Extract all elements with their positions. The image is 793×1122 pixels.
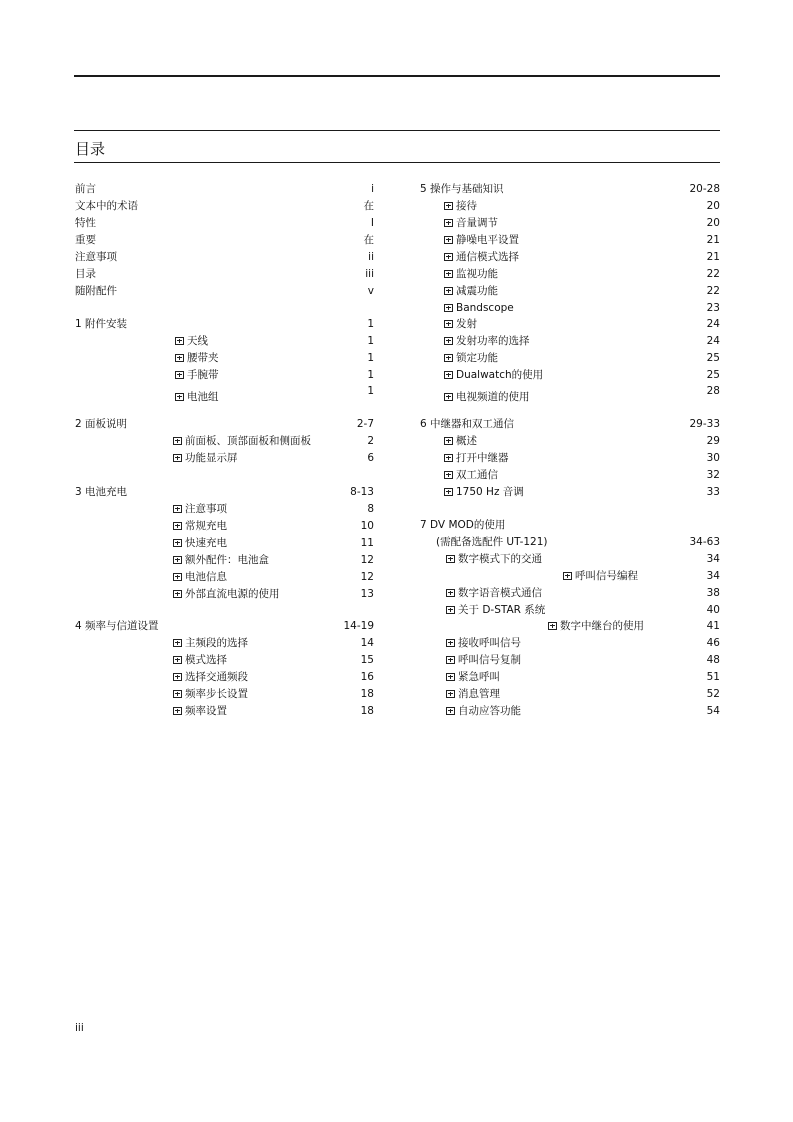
page-title: 目录 bbox=[75, 140, 106, 158]
toc-entry-text: 6 中继器和双工通信 bbox=[420, 418, 515, 430]
toc-entry-page: 2 bbox=[367, 435, 374, 447]
toc-entry-page: 1 bbox=[367, 335, 374, 347]
toc-entry-page: 18 bbox=[360, 688, 374, 700]
toc-entry-page: 41 bbox=[706, 620, 720, 632]
toc-entry-page: v bbox=[367, 285, 374, 297]
list-bullet-icon bbox=[446, 606, 455, 614]
toc-entry-text: 自动应答功能 bbox=[458, 705, 521, 717]
toc-entry-page: 24 bbox=[706, 318, 720, 330]
toc-entry-page: 18 bbox=[360, 705, 374, 717]
toc-entry-page: 29-33 bbox=[689, 418, 720, 430]
list-bullet-icon bbox=[446, 589, 455, 597]
toc-entry-text: 双工通信 bbox=[456, 469, 498, 481]
toc-entry-page: 6 bbox=[367, 452, 374, 464]
toc-entry-label bbox=[444, 233, 519, 247]
toc-entry-page: I bbox=[370, 217, 374, 229]
list-bullet-icon bbox=[444, 371, 453, 379]
toc-entry-label bbox=[446, 670, 500, 684]
list-bullet-icon bbox=[444, 287, 453, 295]
toc-entry-text: 腰带夹 bbox=[187, 352, 219, 364]
list-bullet-icon bbox=[444, 219, 453, 227]
list-bullet-icon bbox=[563, 572, 572, 580]
toc-entry-text: 静噪电平设置 bbox=[456, 234, 519, 246]
toc-entry-label bbox=[444, 485, 524, 499]
toc-entry-text: 手腕带 bbox=[187, 369, 219, 381]
toc-entry-page: 10 bbox=[360, 520, 374, 532]
toc-entry-text: 常规充电 bbox=[185, 520, 227, 532]
toc-entry-text: 呼叫信号复制 bbox=[458, 654, 521, 666]
list-bullet-icon bbox=[446, 673, 455, 681]
toc-entry-page: 21 bbox=[706, 251, 720, 263]
toc-entry-label bbox=[420, 417, 514, 431]
toc-entry-text: 发射 bbox=[456, 318, 477, 330]
toc-entry-text: 关于 D-STAR 系统 bbox=[458, 604, 546, 616]
toc-entry-label bbox=[444, 434, 477, 448]
toc-entry-text: 3 电池充电 bbox=[75, 486, 128, 498]
toc-entry-page: 20 bbox=[706, 217, 720, 229]
toc-entry-text: 数字中继台的使用 bbox=[560, 620, 644, 632]
toc-entry-text: 特性 bbox=[75, 217, 96, 229]
toc-entry-text: 重要 bbox=[75, 234, 96, 246]
toc-entry-text: 外部直流电源的使用 bbox=[185, 588, 280, 600]
list-bullet-icon bbox=[444, 437, 453, 445]
list-bullet-icon bbox=[444, 454, 453, 462]
toc-entry-text: 接待 bbox=[456, 200, 477, 212]
list-bullet-icon bbox=[446, 690, 455, 698]
toc-entry-label bbox=[446, 552, 542, 566]
toc-entry-page: 23 bbox=[706, 302, 720, 314]
list-bullet-icon bbox=[446, 656, 455, 664]
toc-entry-page: 38 bbox=[706, 587, 720, 599]
toc-entry-label bbox=[444, 301, 514, 315]
toc-entry-text: 主频段的选择 bbox=[185, 637, 248, 649]
toc-entry-text: 前面板、顶部面板和侧面板 bbox=[185, 435, 311, 447]
toc-entry-text: 打开中继器 bbox=[456, 452, 509, 464]
list-bullet-icon bbox=[444, 354, 453, 362]
toc-entry-text: 文本中的术语 bbox=[75, 200, 138, 212]
toc-entry-page: 34 bbox=[706, 553, 720, 565]
toc-entry-page: 46 bbox=[706, 637, 720, 649]
toc-entry-text: 注意事项 bbox=[185, 503, 227, 515]
toc-entry-text: 电池信息 bbox=[185, 571, 227, 583]
toc-entry-text: 紧急呼叫 bbox=[458, 671, 500, 683]
list-bullet-icon bbox=[444, 393, 453, 401]
toc-entry-text: 呼叫信号编程 bbox=[575, 570, 638, 582]
list-bullet-icon bbox=[444, 488, 453, 496]
toc-entry-text: 前言 bbox=[75, 183, 96, 195]
toc-entry-text: 发射功率的选择 bbox=[456, 335, 530, 347]
toc-entry-text: 5 操作与基础知识 bbox=[420, 183, 504, 195]
toc-entry-text: 目录 bbox=[75, 268, 96, 280]
toc-entry-label bbox=[446, 653, 521, 667]
toc-entry-page: 1 bbox=[367, 318, 374, 330]
toc-entry-text: 注意事项 bbox=[75, 251, 117, 263]
toc-entry-label bbox=[444, 250, 519, 264]
toc-entry-page: 30 bbox=[706, 452, 720, 464]
toc-entry-page: 34 bbox=[706, 570, 720, 582]
toc-entry-page: 15 bbox=[360, 654, 374, 666]
toc-entry-page: 16 bbox=[360, 671, 374, 683]
toc-entry-label bbox=[444, 334, 530, 348]
toc-entry-text: 频率步长设置 bbox=[185, 688, 248, 700]
toc-entry-label bbox=[444, 267, 498, 281]
toc-entry-label bbox=[446, 687, 500, 701]
toc-entry-label bbox=[446, 636, 521, 650]
toc-entry-text: 模式选择 bbox=[185, 654, 227, 666]
toc-entry-page: 1 bbox=[367, 352, 374, 364]
toc-entry-page: 22 bbox=[706, 285, 720, 297]
toc-entry-text: 数字模式下的交通 bbox=[458, 553, 542, 565]
toc-entry-page: 8 bbox=[367, 503, 374, 515]
toc-entry-page: 21 bbox=[706, 234, 720, 246]
list-bullet-icon bbox=[444, 253, 453, 261]
toc-entry-text: 1 附件安装 bbox=[75, 318, 128, 330]
toc-entry-text: 2 面板说明 bbox=[75, 418, 128, 430]
toc-entry-page: 1 bbox=[367, 369, 374, 381]
list-bullet-icon bbox=[446, 555, 455, 563]
toc-entry-text: (需配备选配件 UT-121) bbox=[436, 536, 548, 548]
toc-entry-text: 消息管理 bbox=[458, 688, 500, 700]
toc-entry-text: 减震功能 bbox=[456, 285, 498, 297]
toc-entry-text: 数字语音模式通信 bbox=[458, 587, 542, 599]
toc-entry-text: 通信模式选择 bbox=[456, 251, 519, 263]
toc-entry-page: 在 bbox=[363, 234, 374, 246]
toc-entry-text: Bandscope bbox=[456, 302, 514, 314]
toc-entry-page: 54 bbox=[706, 705, 720, 717]
toc-entry-text: 1750 Hz 音调 bbox=[456, 486, 524, 498]
toc-entry-label bbox=[446, 586, 542, 600]
toc-entry-label bbox=[444, 451, 509, 465]
toc-entry-page: 11 bbox=[360, 537, 374, 549]
toc-entry-text: 功能显示屏 bbox=[185, 452, 238, 464]
toc-entry-page: 34-63 bbox=[689, 536, 720, 548]
toc-entry-label bbox=[548, 619, 644, 633]
toc-entry-label bbox=[420, 182, 504, 196]
toc-entry-text: 快速充电 bbox=[185, 537, 227, 549]
toc-entry-page: 14 bbox=[360, 637, 374, 649]
toc-entry-page: 24 bbox=[706, 335, 720, 347]
toc-entry-text: 电视频道的使用 bbox=[456, 391, 530, 403]
toc-entry-page: 12 bbox=[360, 554, 374, 566]
toc-entry-text: 7 DV MOD的使用 bbox=[420, 519, 506, 531]
toc-entry-text: 锁定功能 bbox=[456, 352, 498, 364]
toc-entry-text: 接收呼叫信号 bbox=[458, 637, 521, 649]
toc-entry-page: 40 bbox=[706, 604, 720, 616]
toc-entry-page: 28 bbox=[706, 385, 720, 397]
list-bullet-icon bbox=[548, 622, 557, 630]
toc-entry-label bbox=[444, 468, 498, 482]
toc-entry-label bbox=[563, 569, 638, 583]
toc-entry-page: 51 bbox=[706, 671, 720, 683]
toc-entry-text: 频率设置 bbox=[185, 705, 227, 717]
toc-entry-page: ii bbox=[368, 251, 374, 263]
toc-entry-page: 12 bbox=[360, 571, 374, 583]
toc-entry-text: Dualwatch的使用 bbox=[456, 369, 544, 381]
toc-entry-text: 选择交通频段 bbox=[185, 671, 248, 683]
toc-entry-page: 13 bbox=[360, 588, 374, 600]
toc-entry-page: 20-28 bbox=[689, 183, 720, 195]
toc-entry-page: 2-7 bbox=[356, 418, 374, 430]
toc-entry-page: 25 bbox=[706, 352, 720, 364]
toc-entry-page: 在 bbox=[363, 200, 374, 212]
toc-entry-label bbox=[444, 199, 477, 213]
list-bullet-icon bbox=[444, 236, 453, 244]
toc-entry-text: 随附配件 bbox=[75, 285, 117, 297]
toc-entry-text: 4 频率与信道设置 bbox=[75, 620, 159, 632]
toc-entry-page: 32 bbox=[706, 469, 720, 481]
toc-entry-label bbox=[444, 390, 530, 404]
list-bullet-icon bbox=[444, 320, 453, 328]
toc-entry-text: 电池组 bbox=[187, 391, 219, 403]
toc-entry-label bbox=[446, 603, 545, 617]
toc-entry-page: 33 bbox=[706, 486, 720, 498]
list-bullet-icon bbox=[444, 337, 453, 345]
list-bullet-icon bbox=[444, 471, 453, 479]
toc-entry-text: 额外配件：电池盒 bbox=[185, 554, 269, 566]
toc-entry-text: 音量调节 bbox=[456, 217, 498, 229]
toc-entry-page: i bbox=[371, 183, 374, 195]
toc-entry-page: 29 bbox=[706, 435, 720, 447]
toc-entry-page: 52 bbox=[706, 688, 720, 700]
list-bullet-icon bbox=[446, 707, 455, 715]
toc-entry-page: 22 bbox=[706, 268, 720, 280]
page-number: iii bbox=[75, 1022, 84, 1034]
toc-entry-page: 14-19 bbox=[343, 620, 374, 632]
toc-entry-page: 48 bbox=[706, 654, 720, 666]
toc-entry-label bbox=[420, 518, 505, 532]
toc-entry-text: 天线 bbox=[187, 335, 208, 347]
list-bullet-icon bbox=[444, 270, 453, 278]
toc-entry-label bbox=[444, 351, 498, 365]
toc-entry-page: 20 bbox=[706, 200, 720, 212]
toc-entry-text: 概述 bbox=[456, 435, 477, 447]
toc-entry-label bbox=[444, 216, 498, 230]
toc-entry-label bbox=[444, 317, 477, 331]
toc-entry-page: 25 bbox=[706, 369, 720, 381]
list-bullet-icon bbox=[444, 304, 453, 312]
toc-entry-page: iii bbox=[365, 268, 374, 280]
list-bullet-icon bbox=[444, 202, 453, 210]
toc-entry-label bbox=[444, 368, 543, 382]
toc-entry-page: 8-13 bbox=[350, 486, 374, 498]
toc-entry-label bbox=[446, 704, 521, 718]
toc-entry-text: 监视功能 bbox=[456, 268, 498, 280]
toc-entry-label bbox=[436, 535, 548, 549]
list-bullet-icon bbox=[446, 639, 455, 647]
toc-entry-page: 1 bbox=[367, 385, 374, 397]
toc-entry-label bbox=[444, 284, 498, 298]
